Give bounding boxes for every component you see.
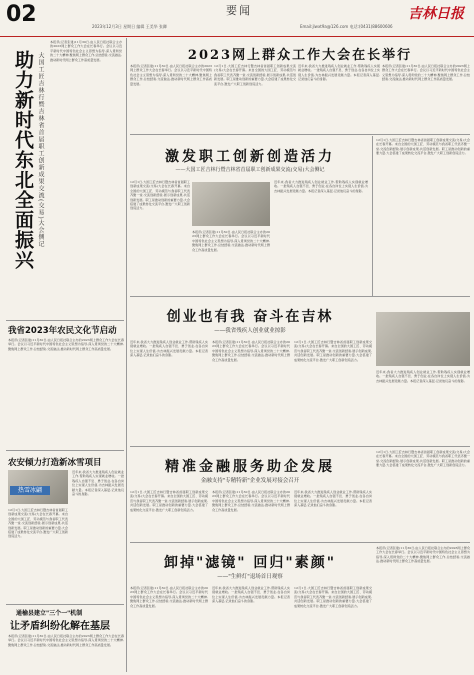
divider bbox=[130, 446, 470, 447]
divider bbox=[6, 604, 124, 605]
story2-title: 我省2023年农民文化节启动 bbox=[8, 326, 117, 336]
article2-photo bbox=[192, 182, 270, 226]
article3-body-4: 近年来,我省大力推进残疾人创业就业工作,帮助残疾人实现就业增收。一批残疾人自强不息、勇于创业,在各自岗位上实现人生价值,为吉林振兴发展贡献力量。本报记者深入基层,记录他们奋斗的身影。 bbox=[376, 370, 470, 383]
divider bbox=[130, 296, 470, 297]
story2-body: 本报讯(记者张建)11月30日,由人民日报社联合主办的2023网上群众工作大会在长春举行。会议以习近平新时代中国特色社会主义思想为指导,深入贯彻党的二十大精神,聚焦网上群众工作,总结经验,交流做法,推动新时代网上群众工作高质量发展。 bbox=[8, 338, 124, 351]
article1-title: 2023网上群众工作大会在长举行 bbox=[187, 48, 413, 63]
email-line: Email:jlwxt9a@126.com 电话:(0431)88600606 bbox=[300, 24, 393, 29]
divider bbox=[6, 450, 124, 451]
divider bbox=[130, 542, 470, 543]
main-headline: 助力新时代东北全面振兴 bbox=[12, 50, 34, 270]
masthead bbox=[0, 0, 474, 37]
right-column-body: 12月1日,大国工匠吉林行暨吉林省首届职工创新成果交流(交易)大会在长春开幕。来自全国的大国工匠、劳动模范与我省职工代表齐聚一堂,交流创新经验,展示创新成果,共话创新发展。职工是推动创新的重要力量,大会搭建了成果转化交流平台,激发广大职工创新创造活力。 bbox=[376, 138, 470, 156]
left-body-1: 本报讯(记者张建)11月30日,由人民日报社联合主办的2023网上群众工作大会在长春举行。会议以习近平新时代中国特色社会主义思想为指导,深入贯彻党的二十大精神,聚焦网上群众工作,总结经验,交流做法,推动新时代网上群众工作高质量发展。 bbox=[50, 40, 122, 62]
column-divider bbox=[372, 136, 373, 296]
article1-body-4: 本报讯(记者张建)11月30日,由人民日报社联合主办的2023网上群众工作大会在长春举行。会议以习近平新时代中国特色社会主义思想为指导,深入贯彻党的二十大精神,聚焦网上群众工作,总结经验,交流做法,推动新时代网上群众工作高质量发展。 bbox=[382, 64, 470, 82]
divider bbox=[130, 134, 470, 135]
article5-body-3: 12月1日,大国工匠吉林行暨吉林省首届职工创新成果交流(交易)大会在长春开幕。来自全国的大国工匠、劳动模范与我省职工代表齐聚一堂,交流创新经验,展示创新成果,共话创新发展。职工是推动创新的重要力量,大会搭建了成果转化交流平台,激发广大职工创新创造活力。 bbox=[294, 586, 372, 608]
article4-body-3: 近年来,我省大力推进残疾人创业就业工作,帮助残疾人实现就业增收。一批残疾人自强不息、勇于创业,在各自岗位上实现人生价值,为吉林振兴发展贡献力量。本报记者深入基层,记录他们奋斗的身影。 bbox=[294, 490, 372, 508]
article5-body-1: 本报讯(记者张建)11月30日,由人民日报社联合主办的2023网上群众工作大会在长春举行。会议以习近平新时代中国特色社会主义思想为指导,深入贯彻党的二十大精神,聚焦网上群众工作,总结经验,交流做法,推动新时代网上群众工作高质量发展。 bbox=[130, 586, 208, 608]
article1-body-2: 12月1日,大国工匠吉林行暨吉林省首届职工创新成果交流(交易)大会在长春开幕。来自全国的大国工匠、劳动模范与我省职工代表齐聚一堂,交流创新经验,展示创新成果,共话创新发展。职工是推动创新的重要力量,大会搭建了成果转化交流平台,激发广大职工创新创造活力。 bbox=[214, 64, 296, 86]
article1-body-1: 本报讯(记者张建)11月30日,由人民日报社联合主办的2023网上群众工作大会在长春举行。会议以习近平新时代中国特色社会主义思想为指导,深入贯彻党的二十大精神,聚焦网上群众工作,总结经验,交流做法,推动新时代网上群众工作高质量发展。 bbox=[130, 64, 212, 86]
story4-kicker: 通榆县建立"三个一"机制 bbox=[16, 610, 83, 617]
article3-photo bbox=[376, 312, 470, 366]
story4-title: 让矛盾纠纷化解在基层 bbox=[10, 621, 110, 632]
story3-body-2: 12月1日,大国工匠吉林行暨吉林省首届职工创新成果交流(交易)大会在长春开幕。来自全国的大国工匠、劳动模范与我省职工代表齐聚一堂,交流创新经验,展示创新成果,共话创新发展。职工是推动创新的重要力量,大会搭建了成果转化交流平台,激发广大职工创新创造活力。 bbox=[8, 508, 68, 539]
story4-body: 本报讯(记者张建)11月30日,由人民日报社联合主办的2023网上群众工作大会在长春举行。会议以习近平新时代中国特色社会主义思想为指导,深入贯彻党的二十大精神,聚焦网上群众工作,总结经验,交流做法,推动新时代网上群众工作高质量发展。 bbox=[8, 634, 124, 647]
article4-title: 精准金融服务助企发展 bbox=[165, 459, 335, 475]
article3-subtitle: ——我省残疾人创业就业掠影 bbox=[214, 328, 286, 334]
main-subhead: 大国工匠吉林行暨吉林省首届职工创新成果交流(交易)大会侧记 bbox=[37, 52, 44, 248]
article4-body-4: 12月1日,大国工匠吉林行暨吉林省首届职工创新成果交流(交易)大会在长春开幕。来自全国的大国工匠、劳动模范与我省职工代表齐聚一堂,交流创新经验,展示创新成果,共话创新发展。职工是推动创新的重要力量,大会搭建了成果转化交流平台,激发广大职工创新创造活力。 bbox=[376, 450, 470, 468]
newspaper-logo: 吉林日报 bbox=[408, 6, 464, 22]
article2-title: 激发职工创新创造活力 bbox=[165, 149, 335, 165]
article2-body-2: 本报讯(记者张建)11月30日,由人民日报社联合主办的2023网上群众工作大会在长春举行。会议以习近平新时代中国特色社会主义思想为指导,深入贯彻党的二十大精神,聚焦网上群众工作,总结经验,交流做法,推动新时代网上群众工作高质量发展。 bbox=[192, 230, 270, 252]
article1-body-3: 近年来,我省大力推进残疾人创业就业工作,帮助残疾人实现就业增收。一批残疾人自强不息、勇于创业,在各自岗位上实现人生价值,为吉林振兴发展贡献力量。本报记者深入基层,记录他们奋斗的身影。 bbox=[298, 64, 380, 82]
article2-subtitle: ——大国工匠吉林行暨吉林省首届职工创新成果交流(交易)大会侧记 bbox=[175, 167, 325, 173]
article5-title: 卸掉"滤镜" 回归"素颜" bbox=[163, 555, 337, 571]
article5-subtitle: ——"生鲜灯"退场首日观察 bbox=[217, 574, 283, 580]
story3-badge: 热雪冰翩 bbox=[10, 486, 50, 495]
article3-title: 创业也有我 奋斗在吉林 bbox=[166, 309, 334, 325]
article4-body-2: 本报讯(记者张建)11月30日,由人民日报社联合主办的2023网上群众工作大会在长春举行。会议以习近平新时代中国特色社会主义思想为指导,深入贯彻党的二十大精神,聚焦网上群众工作,总结经验,交流做法,推动新时代网上群众工作高质量发展。 bbox=[212, 490, 290, 512]
date-line: 2023年12月3日 星期日 编辑 王美华 张卿 bbox=[92, 24, 167, 29]
story3-title: 农安倾力打造新冰雪项目 bbox=[8, 458, 102, 468]
article5-body-4: 本报讯(记者张建)11月30日,由人民日报社联合主办的2023网上群众工作大会在长春举行。会议以习近平新时代中国特色社会主义思想为指导,深入贯彻党的二十大精神,聚焦网上群众工作,总结经验,交流做法,推动新时代网上群众工作高质量发展。 bbox=[376, 546, 470, 564]
story3-body: 近年来,我省大力推进残疾人创业就业工作,帮助残疾人实现就业增收。一批残疾人自强不息、勇于创业,在各自岗位上实现人生价值,为吉林振兴发展贡献力量。本报记者深入基层,记录他们奋斗的身影。 bbox=[72, 470, 124, 497]
column-divider bbox=[126, 38, 127, 672]
article4-subtitle: 金融支持"专精特新"企业发展对接会召开 bbox=[200, 478, 300, 484]
article4-body-1: 12月1日,大国工匠吉林行暨吉林省首届职工创新成果交流(交易)大会在长春开幕。来自全国的大国工匠、劳动模范与我省职工代表齐聚一堂,交流创新经验,展示创新成果,共话创新发展。职工是推动创新的重要力量,大会搭建了成果转化交流平台,激发广大职工创新创造活力。 bbox=[130, 490, 208, 512]
article3-body-2: 本报讯(记者张建)11月30日,由人民日报社联合主办的2023网上群众工作大会在长春举行。会议以习近平新时代中国特色社会主义思想为指导,深入贯彻党的二十大精神,聚焦网上群众工作,总结经验,交流做法,推动新时代网上群众工作高质量发展。 bbox=[212, 340, 290, 362]
page-number: 02 bbox=[6, 2, 37, 27]
article2-body-3: 近年来,我省大力推进残疾人创业就业工作,帮助残疾人实现就业增收。一批残疾人自强不息、勇于创业,在各自岗位上实现人生价值,为吉林振兴发展贡献力量。本报记者深入基层,记录他们奋斗的身影。 bbox=[274, 180, 368, 193]
article3-body-1: 近年来,我省大力推进残疾人创业就业工作,帮助残疾人实现就业增收。一批残疾人自强不息、勇于创业,在各自岗位上实现人生价值,为吉林振兴发展贡献力量。本报记者深入基层,记录他们奋斗的身影。 bbox=[130, 340, 208, 358]
section-label: 要闻 bbox=[226, 4, 252, 17]
divider bbox=[6, 320, 124, 321]
article5-body-2: 近年来,我省大力推进残疾人创业就业工作,帮助残疾人实现就业增收。一批残疾人自强不息、勇于创业,在各自岗位上实现人生价值,为吉林振兴发展贡献力量。本报记者深入基层,记录他们奋斗的身影。 bbox=[212, 586, 290, 604]
article3-body-3: 12月1日,大国工匠吉林行暨吉林省首届职工创新成果交流(交易)大会在长春开幕。来自全国的大国工匠、劳动模范与我省职工代表齐聚一堂,交流创新经验,展示创新成果,共话创新发展。职工是推动创新的重要力量,大会搭建了成果转化交流平台,激发广大职工创新创造活力。 bbox=[294, 340, 372, 362]
article2-body-1: 12月1日,大国工匠吉林行暨吉林省首届职工创新成果交流(交易)大会在长春开幕。来自全国的大国工匠、劳动模范与我省职工代表齐聚一堂,交流创新经验,展示创新成果,共话创新发展。职工是推动创新的重要力量,大会搭建了成果转化交流平台,激发广大职工创新创造活力。 bbox=[130, 180, 190, 211]
